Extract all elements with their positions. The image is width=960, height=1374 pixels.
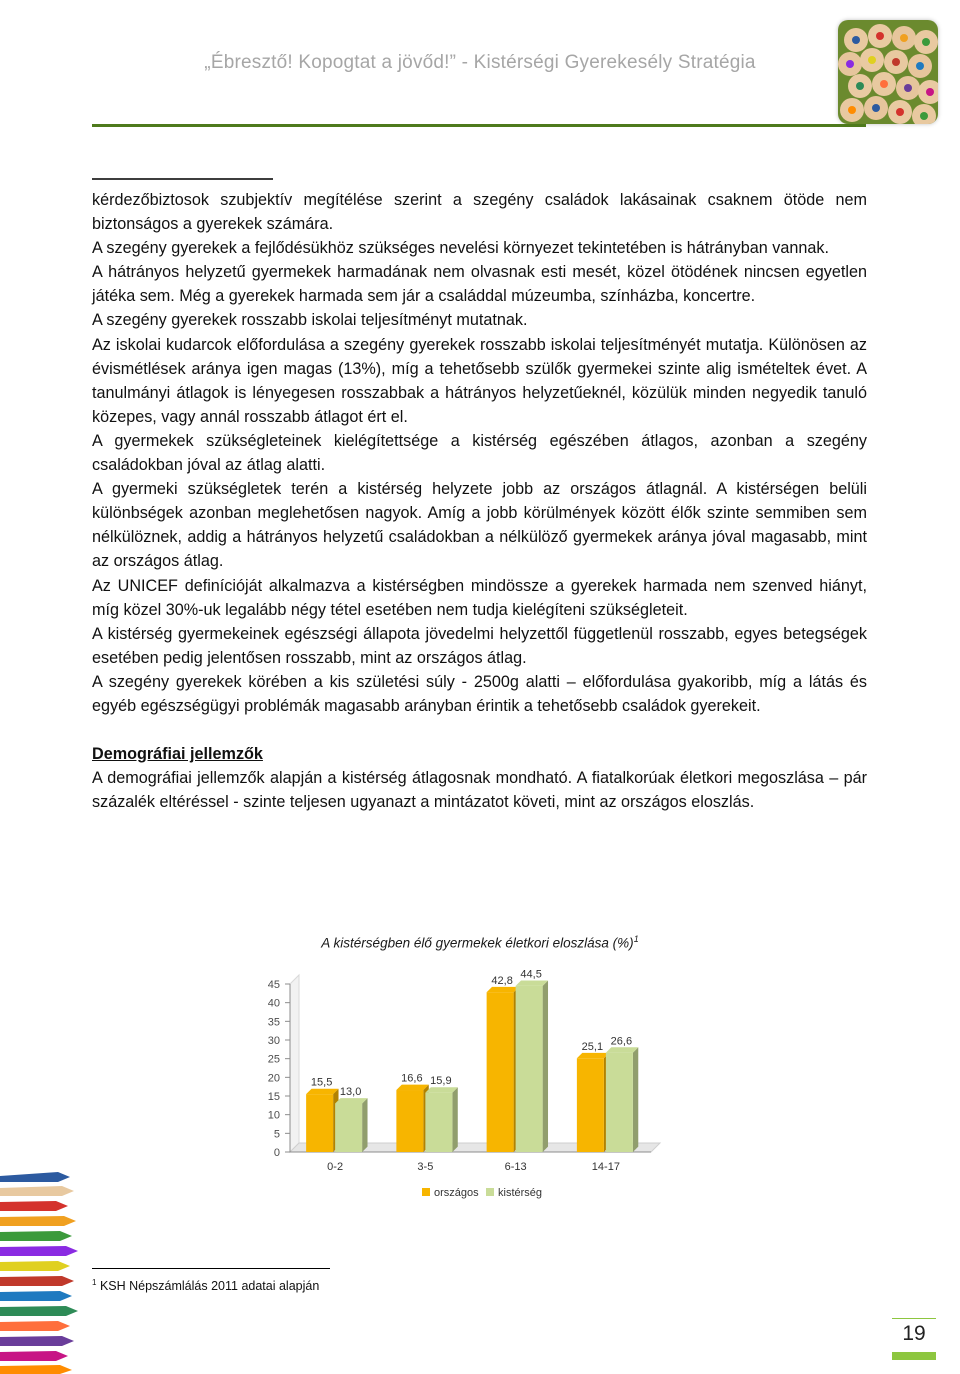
data-label: 42,8: [491, 974, 513, 987]
bar-top-face: [335, 1098, 367, 1103]
paragraph: A szegény gyerekek a fejlődésükhöz szükséges nevelési környezet tekintetében is hátrányban vannak.: [92, 239, 829, 258]
footnote-marker: 1: [92, 1278, 97, 1287]
y-tick-label: 0: [273, 1147, 280, 1159]
paragraph: Az iskolai kudarcok előfordulása a szegény gyerekek rosszabb iskolai teljesítményét mutatja. Különösen az évismétlések aránya igen magas (13%), míg a tehetősebb szülők gyermekei szinte alig ismételtek évet. A tanulmányi átlagok is lényegesen rosszabbak a hátrányos helyzetűeknél, közülük minden negyedik tanuló közepes, vagy annál rosszabb átlagot ért el.: [92, 335, 867, 426]
bar: [306, 1094, 333, 1152]
y-tick-label: 35: [267, 1016, 280, 1029]
continuation-rule: [92, 178, 273, 180]
body-text: [92, 188, 867, 814]
bar-side-face: [452, 1087, 457, 1152]
bar-side-face: [633, 1047, 638, 1152]
legend-swatch: [422, 1188, 430, 1196]
data-label: 13,0: [339, 1086, 362, 1099]
footnote-divider: [92, 1268, 330, 1269]
bar: [335, 1103, 362, 1152]
page-number: 19: [902, 1322, 926, 1345]
legend-label: országos: [434, 1187, 479, 1199]
footnote-ref: 1: [633, 934, 639, 944]
bar: [577, 1058, 604, 1152]
paragraph: kérdezőbiztosok szubjektív megítélése szerint a szegény családok lakásainak csaknem ötöde nem biztonságos a gyerekek számára.: [92, 191, 867, 234]
page-number-rule: [892, 1318, 936, 1319]
footnote: [92, 1278, 319, 1293]
paragraph: A szegény gyerekek rosszabb iskolai teljesítményt mutatnak.: [92, 311, 528, 330]
bar: [606, 1053, 633, 1152]
data-label: 16,6: [401, 1072, 423, 1085]
x-tick-label: 3-5: [417, 1161, 434, 1173]
data-label: 25,1: [581, 1040, 604, 1053]
legend-label: kistérség: [498, 1187, 543, 1199]
data-label: 26,6: [610, 1035, 633, 1048]
section-heading: Demográfiai jellemzők: [92, 745, 263, 764]
colored-pencils-logo: [838, 20, 938, 124]
paragraph: Az UNICEF definícióját alkalmazva a kistérségben mindössze a gyerekek harmada nem szenved hiányt, míg közel 30%-uk legalább négy tétel esetében nem tudja kielégíteni szükségleteit.: [92, 576, 867, 619]
bar: [396, 1090, 423, 1152]
section-paragraph: A demográfiai jellemzők alapján a kistérség átlagosnak mondható. A fiatalkorúak életkori megoszlása – pár százalék eltéréssel - szinte teljesen ugyanazt a mintázatot követi, mint az országos eloszlás.: [92, 769, 867, 812]
y-tick-label: 30: [267, 1035, 280, 1047]
bar-side-face: [362, 1098, 367, 1152]
y-tick-label: 15: [267, 1091, 280, 1103]
x-tick-label: 14-17: [591, 1161, 620, 1173]
x-tick-label: 0-2: [327, 1161, 344, 1173]
bar-top-face: [606, 1047, 638, 1052]
header-divider: [92, 124, 866, 127]
chart-caption-text: A kistérségben élő gyermekek életkori eloszlása (%): [321, 935, 634, 951]
document-header-title: „Ébresztő! Kopogtat a jövőd!” - Kistérségi Gyerekesély Stratégia: [204, 52, 756, 73]
data-label: 15,5: [310, 1076, 333, 1089]
paragraph: A kistérség gyermekeinek egészségi állapota jövedelmi helyzettől függetlenül rosszabb, egyes betegségek esetében pedig jelentősen rosszabb, mint az országos átlag.: [92, 624, 867, 667]
paragraph: A gyermekek szükségleteinek kielégítettsége a kistérség egészében átlagos, azonban a szegény családokban jóval az átlag alatti.: [92, 431, 867, 475]
y-tick-label: 45: [267, 979, 280, 991]
bar: [516, 986, 543, 1152]
y-tick-label: 20: [267, 1072, 280, 1085]
bar-top-face: [516, 980, 548, 985]
y-tick-label: 5: [273, 1128, 280, 1141]
footnote-text: KSH Népszámlálás 2011 adatai alapján: [99, 1279, 320, 1294]
colored-pencils-decoration: [0, 1168, 80, 1374]
paragraph: A gyermeki szükségletek terén a kistérség helyzete jobb az országos átlagnál. A kistérségen belüli különbségek azonban meglehetősen nagyok. Amíg a jobb körülmények között élők szinte semmiben sem nélkülöznek, addig a hátrányos helyzetű családokban a nélkülöző gyermekek aránya jóval magasabb, mint az országos átlag.: [92, 480, 867, 571]
bar: [425, 1093, 452, 1152]
bar-top-face: [396, 1085, 428, 1090]
paragraph: A hátrányos helyzetű gyermekek harmadának nem olvasnak esti mesét, közel ötödének nincsen egyetlen játéka sem. Még a gyerekek harmada sem jár a családdal múzeumba, színházba, koncertre.: [92, 263, 867, 306]
bar-side-face: [543, 980, 548, 1152]
bar: [487, 992, 514, 1152]
age-distribution-bar-chart: [250, 958, 670, 1214]
legend-swatch: [486, 1188, 494, 1196]
data-label: 15,9: [430, 1075, 452, 1088]
chart-caption: [240, 934, 720, 951]
bar-top-face: [306, 1089, 338, 1094]
bar-top-face: [577, 1053, 609, 1058]
y-tick-label: 25: [267, 1053, 280, 1066]
y-tick-label: 40: [267, 997, 280, 1010]
x-tick-label: 6-13: [504, 1161, 527, 1173]
chart-side-wall: [290, 975, 299, 1152]
page-number-bar: [892, 1352, 936, 1360]
paragraph: A szegény gyerekek körében a kis születési súly - 2500g alatti – előfordulása gyakoribb, míg a látás és egyéb egészségügyi problémák magasabb arányban érintik a tehetősebb családok gyerekeit.: [92, 672, 867, 715]
bar-top-face: [487, 987, 519, 992]
bar-top-face: [425, 1087, 457, 1092]
y-tick-label: 10: [267, 1109, 280, 1122]
data-label: 44,5: [520, 968, 542, 981]
